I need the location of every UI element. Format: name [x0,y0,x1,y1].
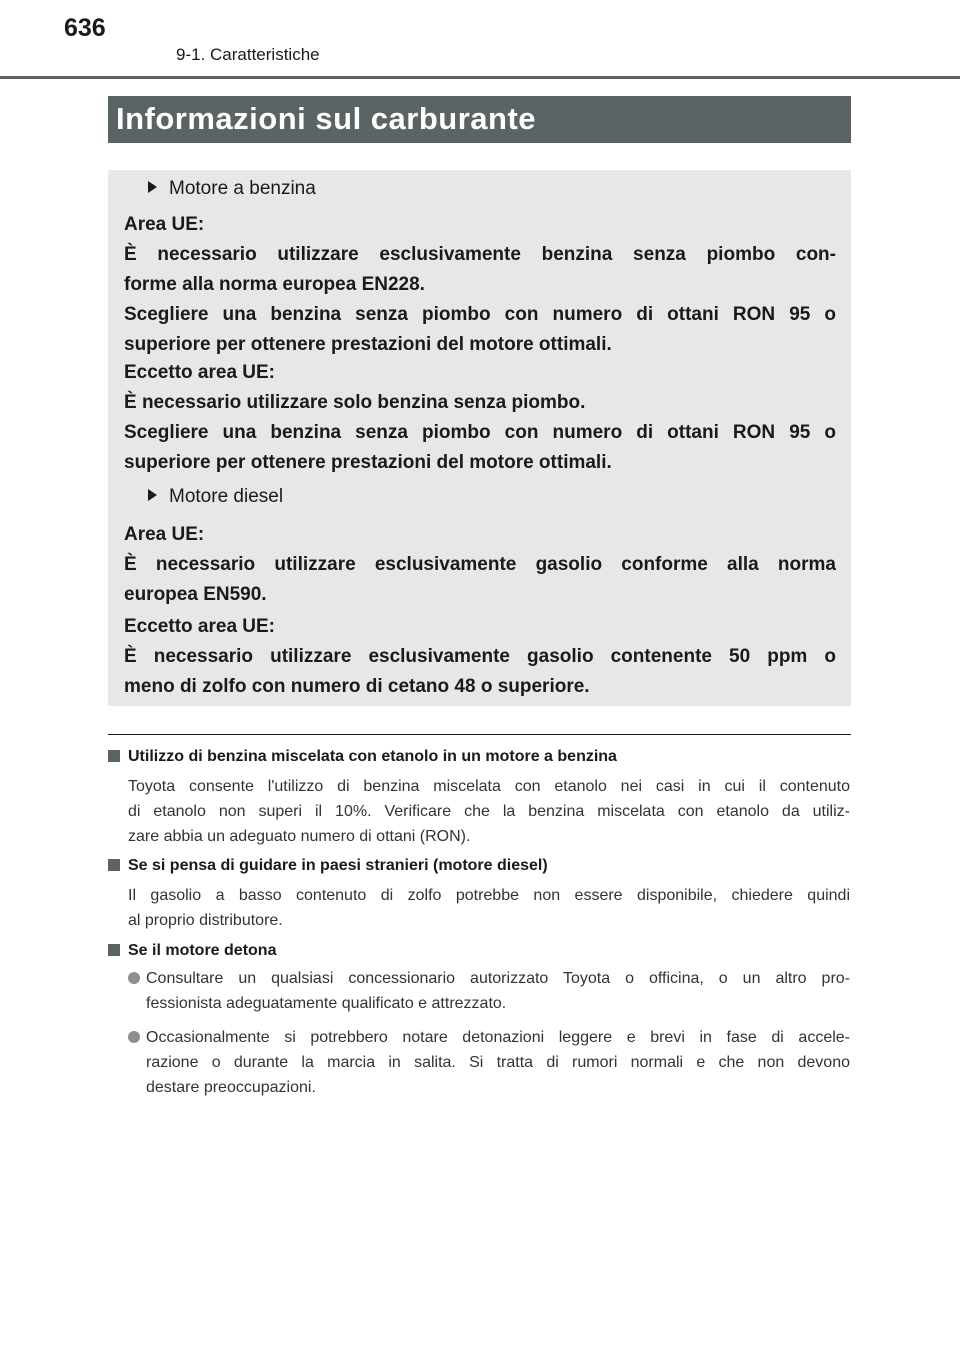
triangle-icon [148,489,157,501]
diesel-eu-paragraph [124,520,836,610]
square-bullet-icon [108,944,120,956]
page-title: Informazioni sul carburante [116,101,537,136]
diesel-non-eu-line: meno di zolfo con numero di cetano 48 o superiore. [124,676,590,697]
title-bar [108,96,851,143]
note-line: al proprio distributore. [128,912,283,929]
diesel-eu-line: È necessario utilizzare esclusivamente gasolio conforme alla norma [124,554,836,575]
square-bullet-icon [108,750,120,762]
petrol-non-eu-paragraph [124,358,836,478]
fuel-info-box [108,170,851,706]
petrol-eu-line: forme alla norma europea EN228. [124,274,425,295]
note-heading-knock [108,942,276,960]
petrol-non-eu-line: superiore per ottenere prestazioni del motore ottimali. [124,452,612,473]
note-heading-abroad [108,857,548,875]
engine-petrol-label [148,178,316,200]
bullet-line: destare preoccupazioni. [146,1079,316,1096]
engine-diesel-label [148,486,283,508]
diesel-non-eu-paragraph [124,612,836,702]
note-body-ethanol [128,774,850,849]
petrol-eu-line: È necessario utilizzare esclusivamente benzina senza piombo con- [124,244,836,265]
diesel-non-eu-line: È necessario utilizzare esclusivamente gasolio contenente 50 ppm o [124,646,836,667]
diesel-eu-line: europea EN590. [124,584,267,605]
note-heading-ethanol [108,748,617,766]
note-heading-text: Se si pensa di guidare in paesi stranieri (motore diesel) [128,857,548,874]
bullet-line: Consultare un qualsiasi concessionario autorizzato Toyota o officina, o un altro pro- [146,970,850,987]
petrol-non-eu-line: È necessario utilizzare solo benzina senza piombo. [124,392,586,413]
circle-bullet-icon [128,1031,140,1043]
petrol-non-eu-line: Scegliere una benzina senza piombo con numero di ottani RON 95 o [124,422,836,443]
engine-petrol-text: Motore a benzina [169,178,316,199]
petrol-eu-line: Scegliere una benzina senza piombo con numero di ottani RON 95 o [124,304,836,325]
note-heading-text: Utilizzo di benzina miscelata con etanolo in un motore a benzina [128,748,617,765]
bullet-line: Occasionalmente si potrebbero notare detonazioni leggere e brevi in fase di accele- [146,1029,850,1046]
diesel-eu-heading: Area UE: [124,524,205,545]
note-line: Il gasolio a basso contenuto di zolfo potrebbe non essere disponibile, chiedere quindi [128,887,850,904]
note-line: Toyota consente l'utilizzo di benzina miscelata con etanolo nei casi in cui il contenuto [128,778,850,795]
header-rule [0,76,960,79]
engine-diesel-text: Motore diesel [169,486,284,507]
petrol-eu-paragraph [124,210,836,360]
bullet-line: fessionista adeguatamente qualificato e attrezzato. [146,995,507,1012]
petrol-non-eu-heading: Eccetto area UE: [124,362,276,383]
note-body-abroad [128,883,850,933]
petrol-eu-line: superiore per ottenere prestazioni del motore ottimali. [124,334,612,355]
petrol-eu-heading: Area UE: [124,214,205,235]
square-bullet-icon [108,859,120,871]
circle-bullet-icon [128,972,140,984]
note-heading-text: Se il motore detona [128,942,277,959]
triangle-icon [148,181,157,193]
page-header [0,0,960,80]
section-divider [108,734,851,735]
note-line: di etanolo non superi il 10%. Verificare che la benzina miscelata con etanolo da utiliz- [128,803,850,820]
bullet-line: razione o durante la marcia in salita. Si tratta di rumori normali e che non devono [146,1054,850,1071]
section-name: 9-1. Caratteristiche [176,45,320,64]
page-number: 636 [64,14,106,42]
diesel-non-eu-heading: Eccetto area UE: [124,616,276,637]
note-line: zare abbia un adeguato numero di ottani (RON). [128,828,471,845]
